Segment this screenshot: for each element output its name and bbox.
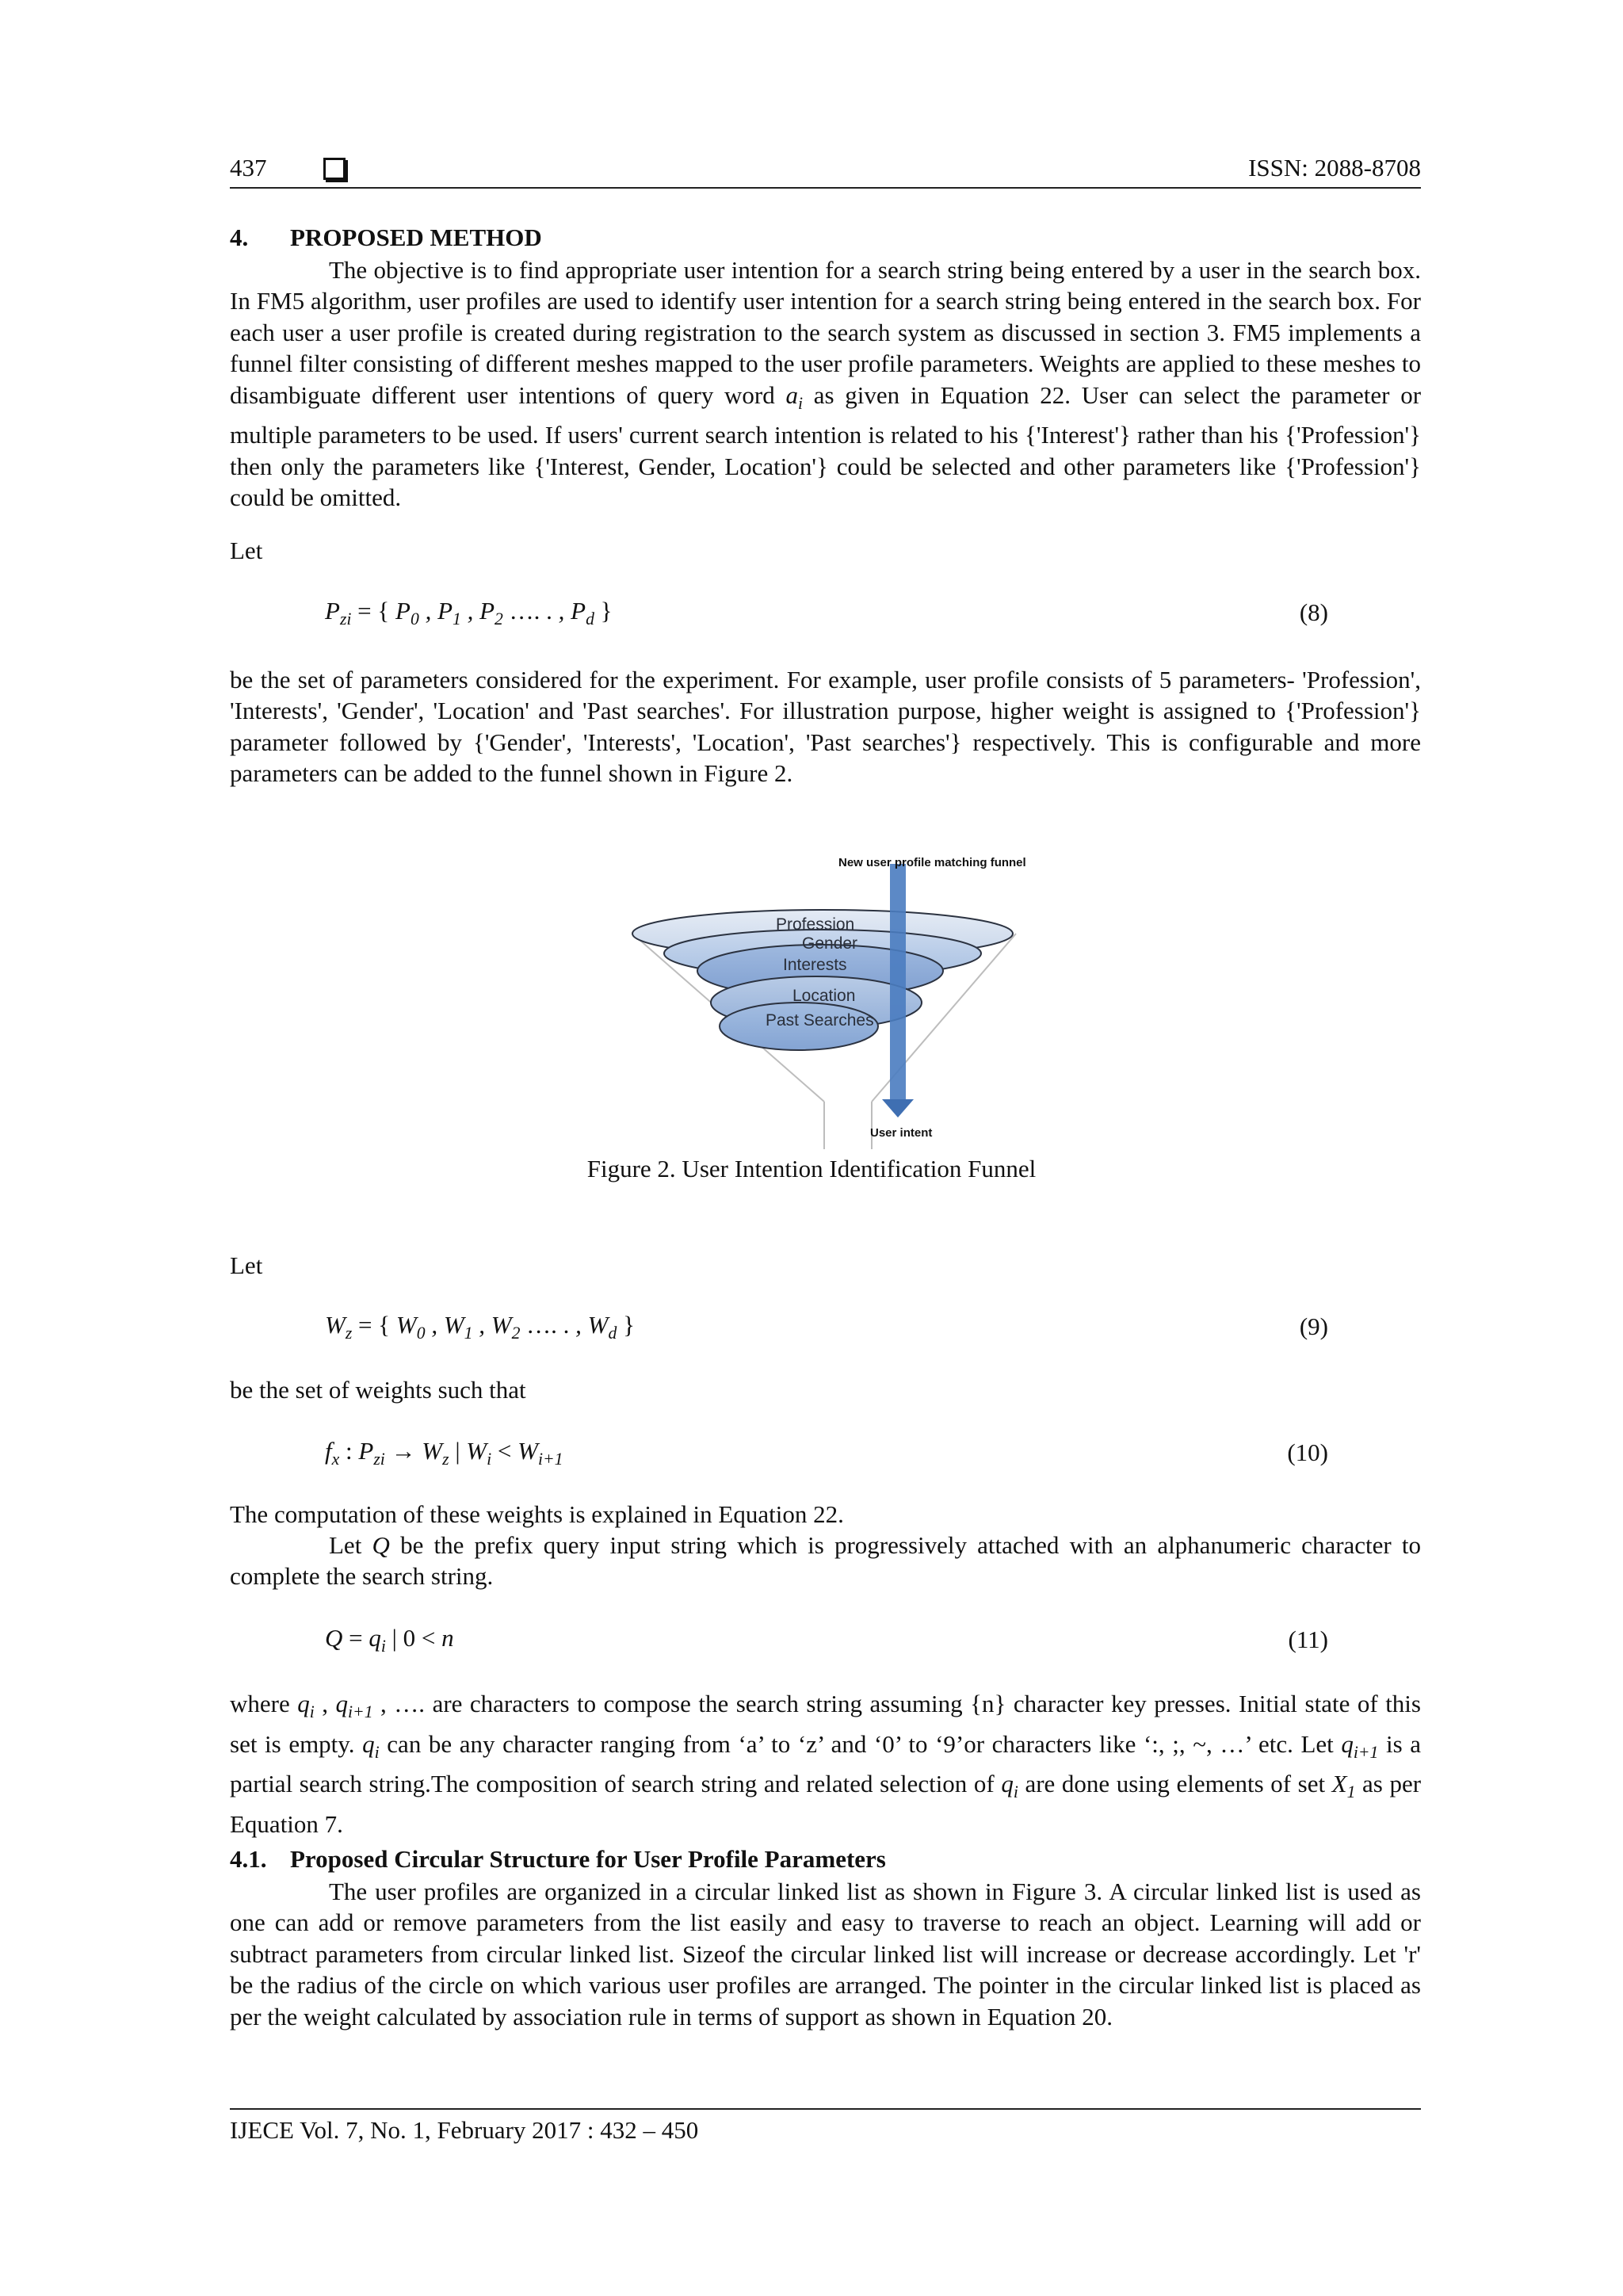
header-rule: [230, 187, 1421, 189]
footer-rule: [230, 2108, 1421, 2110]
let-text-2: Let: [230, 1251, 263, 1279]
funnel-layer-interests: Interests: [783, 956, 847, 974]
paragraph-parameters: be the set of parameters considered for the experiment. For example, user profile consists of 5 parameters- 'Profession', 'Interests', 'Gender', 'Location' and 'Past searches'. For illustration purpose, higher weight is assigned to {'Profession'} parameter followed by {'Gender', 'Interests', 'Location', 'Past searches'} respectively. This is configurable and more parameters can be added to the funnel shown in Figure 2.: [230, 666, 1421, 788]
equation-10-number: (10): [1287, 1438, 1328, 1466]
funnel-output-label: User intent: [870, 1126, 933, 1140]
subsection-title: Proposed Circular Structure for User Profile Parameters: [290, 1845, 886, 1873]
equation-11-number: (11): [1288, 1626, 1328, 1653]
prefix-paragraph: Let Q be the prefix query input string which is progressively attached with an alphanumeric character to complete the search string.: [230, 1531, 1422, 1591]
where-paragraph: where $q_i$ , $q_{i+1}$ , …. are characters to compose the search string assuming {n} character key presses. Initial state of this set is empty. $q_i$ can be any character ranging from ‘a’ to ‘z’ and ‘0’ to ‘9’or characters like ‘:, ;, ~, …’ etc. Let $q_{i+1}$ is a partial search string.The composition of search string and related selection of $q_i$ are done using elements of set $X_1$ as per Equation 7.: [230, 1690, 1422, 1838]
checkbox-square-icon: [323, 158, 346, 180]
funnel-layer-location: Location: [792, 987, 856, 1005]
equation-10: $f_x$ : $P_{zi} \to W_z$ | $W_i < W_{i+1}$: [325, 1437, 563, 1469]
paragraph-objective: The objective is to find appropriate user intention for a search string being entered by a user in the search box. In FM5 algorithm, user profiles are used to identify user intention for a search string being entered in the search box. For each user a user profile is created during registration to the search system as discussed in section 3. FM5 implements a funnel filter consisting of different meshes mapped to the user profile parameters. Weights are applied to these meshes to disambiguate different user intentions of query word $a_i$ as given in Equation 22. User can select the parameter or multiple parameters to be used. If users' current search intention is related to his {'Interest'} rather than his {'Profession'} then only the parameters like {'Interest, Gender, Location'} could be selected and other parameters like {'Profession'} could be omitted.: [230, 256, 1422, 512]
issn: ISSN: 2088-8708: [1248, 154, 1421, 181]
computation-text: The computation of these weights is explained in Equation 22.: [230, 1500, 844, 1528]
funnel-layer-profession: Profession: [776, 915, 855, 934]
equation-8-number: (8): [1299, 598, 1328, 626]
section-number: 4.: [230, 223, 249, 251]
equation-11: $Q = q_i$ | 0 < n: [325, 1624, 454, 1656]
footer-journal: IJECE Vol. 7, No. 1, February 2017 : 432 – 450: [230, 2116, 699, 2144]
section-title: PROPOSED METHOD: [290, 223, 542, 251]
subsection-number: 4.1.: [230, 1845, 267, 1873]
let-text-1: Let: [230, 537, 263, 564]
equation-9-number: (9): [1299, 1312, 1328, 1340]
weights-text: be the set of weights such that: [230, 1376, 526, 1404]
equation-8: $P_{zi}$ = { $P_0$ , $P_1$ , $P_2$ …. . , $P_d$ }: [325, 597, 613, 629]
funnel-layer-gender: Gender: [802, 934, 858, 953]
funnel-title: New user profile matching funnel: [838, 856, 1026, 869]
page-number: 437: [230, 154, 267, 181]
circular-structure-paragraph: The user profiles are organized in a circular linked list as shown in Figure 3. A circular linked list is used as one can add or remove parameters from the list easily and easy to traverse to reach an object. Learning will add or subtract parameters from circular linked list. Sizeof the circular linked list will increase or decrease accordingly. Let 'r' be the radius of the circle on which various user profiles are arranged. The pointer in the circular linked list is placed as per the weight calculated by association rule in terms of support as shown in Equation 20.: [230, 1878, 1421, 2030]
funnel-layer-past-searches: Past Searches: [766, 1011, 874, 1030]
equation-9: $W_z$ = { $W_0$ , $W_1$ , $W_2$ …. . , $W_d$ }: [325, 1311, 635, 1343]
figure-caption: Figure 2. User Intention Identification Funnel: [586, 1155, 1037, 1182]
